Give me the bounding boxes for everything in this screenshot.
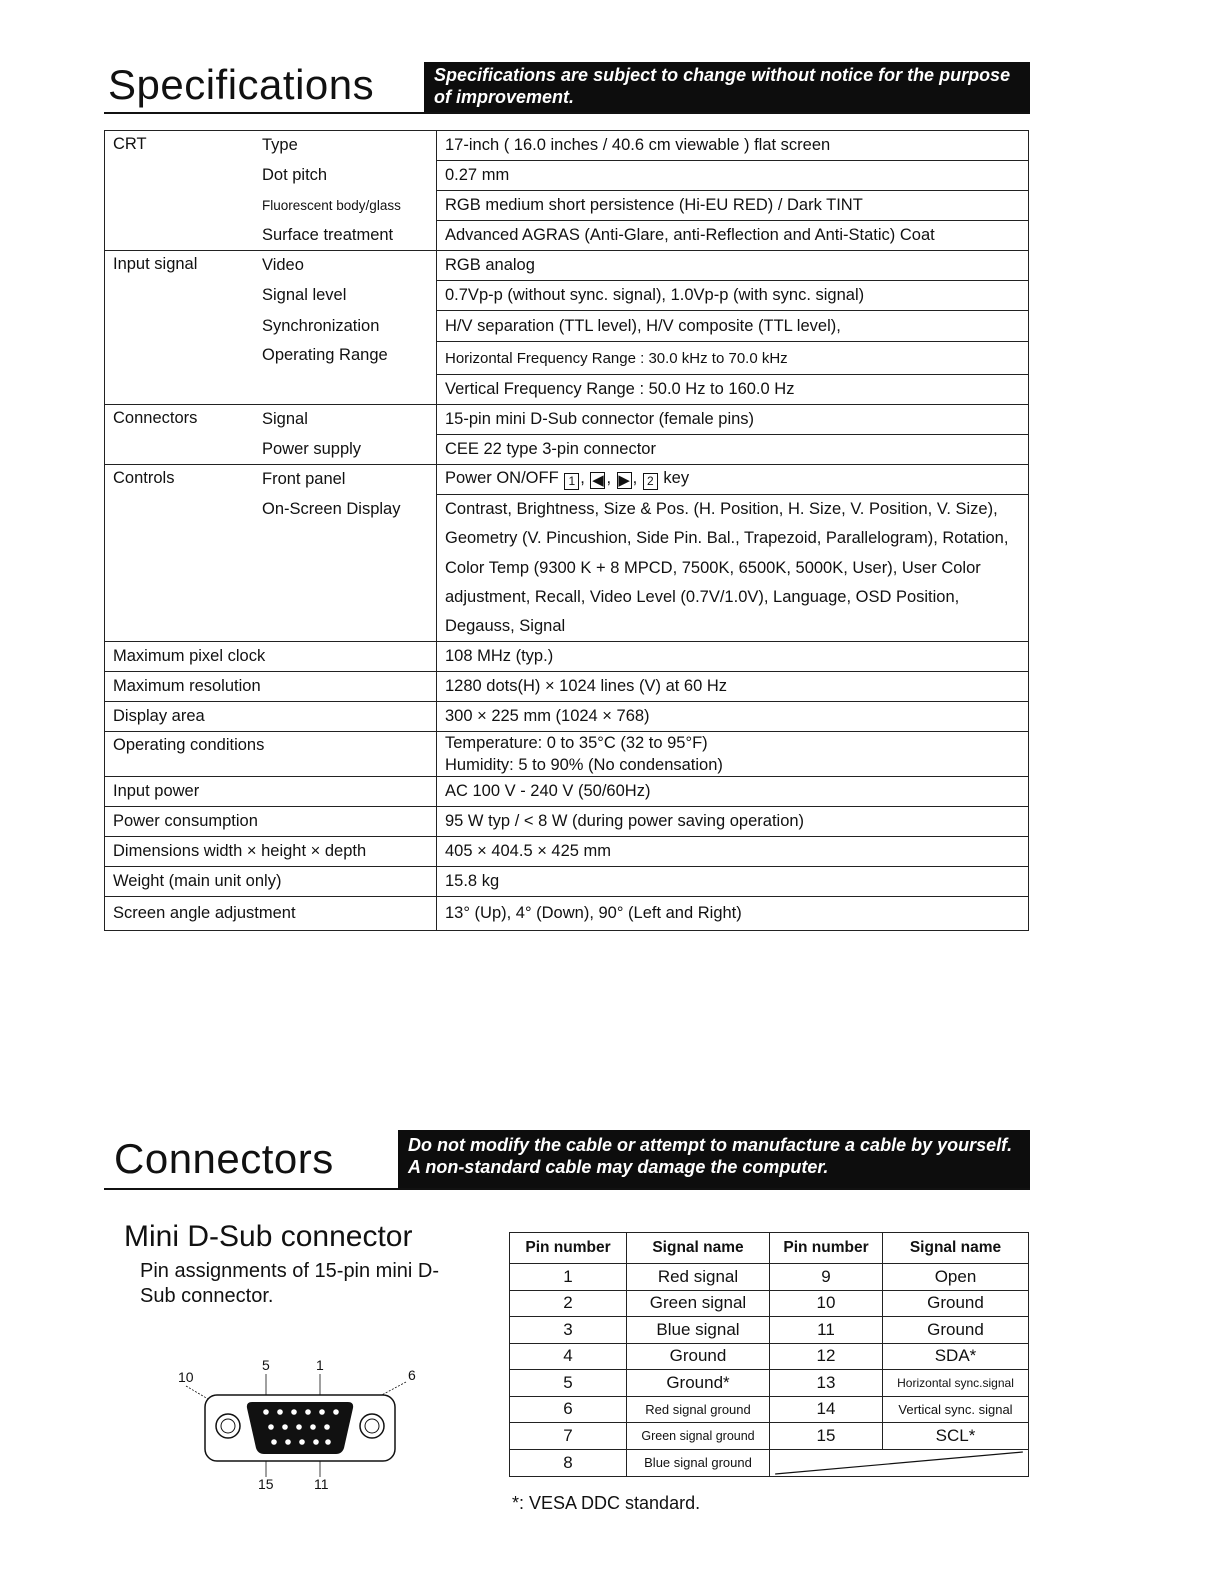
spec-value: [437, 732, 1029, 777]
pin-label-1: 1: [316, 1357, 324, 1373]
spec-value: Advanced AGRAS (Anti-Glare, anti-Reflection and Anti-Static) Coat: [437, 221, 1029, 251]
temperature-line: Temperature: 0 to 35°C (32 to 95°F): [445, 734, 708, 753]
spec-row: [105, 897, 1029, 931]
spec-row: [105, 642, 1029, 672]
spec-group-label: CRT: [105, 131, 255, 251]
pin-number: 13: [770, 1370, 883, 1397]
spec-item-label: Signal: [254, 405, 437, 435]
pin-number: 3: [510, 1317, 627, 1344]
pin-label-15: 15: [258, 1476, 274, 1492]
pin-number: 12: [770, 1343, 883, 1370]
spec-row: [105, 465, 1029, 495]
signal-name: SCL*: [883, 1423, 1029, 1450]
spec-item-label: Front panel: [254, 465, 437, 495]
table-row: [510, 1449, 1029, 1476]
pin-label-10: 10: [178, 1369, 194, 1385]
spec-item-label: Dimensions width × height × depth: [105, 837, 437, 867]
pin-number: 9: [770, 1264, 883, 1291]
pin-number: 1: [510, 1264, 627, 1291]
signal-name: Green signal ground: [627, 1423, 770, 1450]
humidity-line: Humidity: 5 to 90% (No condensation): [445, 756, 723, 775]
spec-value: Contrast, Brightness, Size & Pos. (H. Position, H. Size, V. Position, V. Size), Geometry (V. Pincushion, Side Pin. Bal., Trapezoid, Parallelogram), Rotation, Color Temp (9300 K + 8 MPCD, 7500K, 6500K, 5000K, User), User Color adjustment, Recall, Video Level (0.7V/1.0V), Language, OSD Position, Degauss, Signal: [437, 495, 1029, 642]
header-signal-name: Signal name: [883, 1233, 1029, 1264]
pin-number: 5: [510, 1370, 627, 1397]
spec-item-label: Fluorescent body/glass: [262, 198, 401, 213]
spec-item-label: On-Screen Display: [262, 499, 401, 518]
spec-item-label: Maximum resolution: [105, 672, 437, 702]
conn-notice: Do not modify the cable or attempt to manufacture a cable by yourself. A non-standard cable may damage the computer.: [398, 1130, 1030, 1188]
spec-item-label: Type: [254, 131, 437, 161]
spec-group-label: Input signal: [105, 251, 255, 405]
spec-item-label: Operating Range: [262, 345, 388, 364]
left-arrow-key-icon: ◀: [592, 472, 604, 489]
spec-value: Horizontal Frequency Range : 30.0 kHz to 70.0 kHz: [437, 342, 1029, 375]
connector-subtitle: Mini D-Sub connector: [124, 1220, 413, 1253]
spec-item-label: Power consumption: [105, 807, 437, 837]
spec-value: H/V separation (TTL level), H/V composite (TTL level),: [437, 311, 1029, 342]
pin-assignment-table: [509, 1232, 1029, 1477]
spec-value: 300 × 225 mm (1024 × 768): [437, 702, 1029, 732]
signal-name: Ground: [883, 1290, 1029, 1317]
pin-label-11: 11: [314, 1476, 329, 1492]
spec-value: 0.27 mm: [437, 161, 1029, 191]
spec-group-label: Connectors: [105, 405, 255, 465]
header-pin-number: Pin number: [770, 1233, 883, 1264]
pin-number: 6: [510, 1396, 627, 1423]
spec-item-label: Operating conditions: [105, 732, 437, 777]
spec-value: 15.8 kg: [437, 867, 1029, 897]
signal-name: Blue signal: [627, 1317, 770, 1344]
spec-value: 15-pin mini D-Sub connector (female pins): [437, 405, 1029, 435]
signal-name: Red signal: [627, 1264, 770, 1291]
conn-title: Connectors: [114, 1135, 334, 1182]
right-arrow-key-icon: ▶: [618, 472, 630, 489]
table-row: [510, 1370, 1029, 1397]
spec-group-label: Controls: [105, 465, 255, 642]
pin-label-6: 6: [408, 1367, 416, 1383]
key-1-icon: 1: [564, 473, 579, 490]
key-2-icon: 2: [643, 473, 658, 490]
spec-value: Vertical Frequency Range : 50.0 Hz to 160.0 Hz: [437, 375, 1029, 405]
spec-item-label: Video: [254, 251, 437, 281]
spec-value: 17-inch ( 16.0 inches / 40.6 cm viewable ) flat screen: [437, 131, 1029, 161]
front-panel-key-text: key: [663, 469, 690, 487]
spec-value: 13° (Up), 4° (Down), 90° (Left and Right): [437, 897, 1029, 931]
vesa-footnote: *: VESA DDC standard.: [512, 1493, 701, 1513]
pin-label-5: 5: [262, 1357, 270, 1373]
spec-row: [105, 405, 1029, 435]
spec-item-label: Dot pitch: [262, 166, 328, 184]
pin-header-row: [510, 1233, 1029, 1264]
signal-name: Ground*: [627, 1370, 770, 1397]
signal-name: Blue signal ground: [627, 1449, 770, 1476]
dsub-connector-diagram: [170, 1350, 430, 1500]
spec-item-label: Synchronization: [262, 316, 380, 335]
signal-name: Red signal ground: [627, 1396, 770, 1423]
spec-row: [105, 837, 1029, 867]
pin-number: 8: [510, 1449, 627, 1476]
spec-row: [105, 867, 1029, 897]
pin-number: 2: [510, 1290, 627, 1317]
spec-value: RGB analog: [437, 251, 1029, 281]
signal-name: Green signal: [627, 1290, 770, 1317]
spec-item-label: Maximum pixel clock: [105, 642, 437, 672]
spec-value: 95 W typ / < 8 W (during power saving operation): [437, 807, 1029, 837]
pin-number: 4: [510, 1343, 627, 1370]
spec-value: CEE 22 type 3-pin connector: [437, 435, 1029, 465]
signal-name: Vertical sync. signal: [883, 1396, 1029, 1423]
table-row: [510, 1396, 1029, 1423]
table-row: [510, 1343, 1029, 1370]
spec-row: [105, 732, 1029, 777]
table-row: [510, 1290, 1029, 1317]
spec-item-label: Power supply: [262, 439, 362, 458]
pin-number: 14: [770, 1396, 883, 1423]
signal-name: Ground: [883, 1317, 1029, 1344]
table-row: [510, 1264, 1029, 1291]
signal-name: Ground: [627, 1343, 770, 1370]
spec-value: RGB medium short persistence (Hi-EU RED) / Dark TINT: [437, 191, 1029, 221]
conn-heading-rule: [104, 1188, 1030, 1190]
spec-value: 108 MHz (typ.): [437, 642, 1029, 672]
spec-value: Power ON/OFF 1 , ◀ , ▶ , 2 key: [437, 465, 1029, 495]
spec-row: [105, 702, 1029, 732]
spec-item-label: Input power: [105, 777, 437, 807]
spec-row: [105, 131, 1029, 161]
signal-name: SDA*: [883, 1343, 1029, 1370]
front-panel-text: Power ON/OFF: [445, 469, 559, 487]
table-row: [510, 1423, 1029, 1450]
spec-item-label: Screen angle adjustment: [105, 897, 437, 931]
spec-value: 0.7Vp-p (without sync. signal), 1.0Vp-p (with sync. signal): [437, 281, 1029, 311]
spec-item-label: Weight (main unit only): [105, 867, 437, 897]
spec-item-label: [254, 375, 437, 405]
spec-value: 1280 dots(H) × 1024 lines (V) at 60 Hz: [437, 672, 1029, 702]
spec-item-label: Signal level: [262, 286, 347, 304]
spec-item-label: Display area: [105, 702, 437, 732]
spec-row: [105, 672, 1029, 702]
spec-row: [105, 777, 1029, 807]
signal-name: Horizontal sync.signal: [883, 1370, 1029, 1397]
spec-row: [105, 807, 1029, 837]
header-signal-name: Signal name: [627, 1233, 770, 1264]
spec-value: AC 100 V - 240 V (50/60Hz): [437, 777, 1029, 807]
pin-number: 7: [510, 1423, 627, 1450]
connector-description: Pin assignments of 15-pin mini D-Sub connector.: [140, 1260, 440, 1307]
spec-value: 405 × 404.5 × 425 mm: [437, 837, 1029, 867]
spec-row: [105, 251, 1029, 281]
spec-notice: Specifications are subject to change without notice for the purpose of improvement.: [424, 62, 1030, 112]
pin-number: 11: [770, 1317, 883, 1344]
spec-table: [104, 130, 1029, 931]
pin-number: 10: [770, 1290, 883, 1317]
signal-name: Open: [883, 1264, 1029, 1291]
empty-diagonal-cell: [770, 1449, 1029, 1476]
pin-number: 15: [770, 1423, 883, 1450]
table-row: [510, 1317, 1029, 1344]
spec-item-label: Surface treatment: [262, 225, 394, 244]
spec-heading-rule: [104, 112, 1030, 114]
spec-title: Specifications: [108, 61, 375, 108]
header-pin-number: Pin number: [510, 1233, 627, 1264]
